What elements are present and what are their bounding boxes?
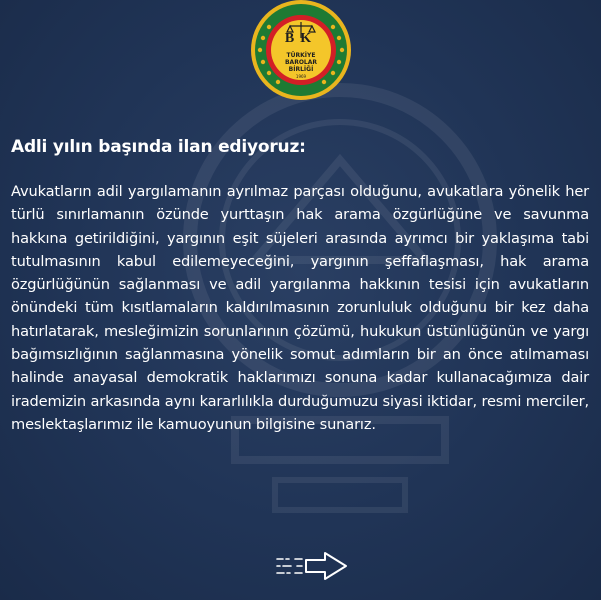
logo-line-2: BAROLAR: [284, 59, 318, 66]
logo-year: 1969: [295, 74, 307, 79]
next-arrow-button[interactable]: [275, 550, 351, 582]
announcement-body: Avukatların adil yargılamanın ayrılmaz parçası olduğunu, avukatlara yönelik her türlü sınırlamanın özünde yurttaşın hak arama özgürlüğüne ve savunma hakkına getirildiğini, yargının eşit süjeleri arasında ayrımcı bir yaklaşıma tabi tutulmasının kabul edilemeyeceğini, yargının şeffaflaşması, hak arama özgürlüğünün sağlanması ve adil yargılanma hakkının tesisi için avukatların önündeki tüm kısıtlamaların kaldırılmasının zorunluluk olduğunu bir kez daha hatırlatarak, mesleğimizin sorunlarının çözümü, hukukun üstünlüğünün ve yargı bağımsızlığının sağlanmasına yönelik somut adımların bir an önce atılmaması halinde anayasal demokratik haklarımızı sonuna kadar kullanacağımıza dair irademizin arkasında aynı kararlılıkla durduğumuzu siyasi iktidar, resmi merciler, meslektaşlarımız ile kamuoyunun bilgisine sunarız.: [11, 183, 589, 433]
logo-line-3: BİRLİĞİ: [288, 66, 314, 73]
announcement-heading: Adli yılın başında ilan ediyoruz:: [11, 137, 306, 157]
logo-monogram: BK: [284, 31, 318, 46]
tbb-logo: [248, 0, 354, 106]
logo-line-1: TÜRKİYE: [286, 52, 316, 59]
arrow-right-icon: [275, 550, 351, 582]
